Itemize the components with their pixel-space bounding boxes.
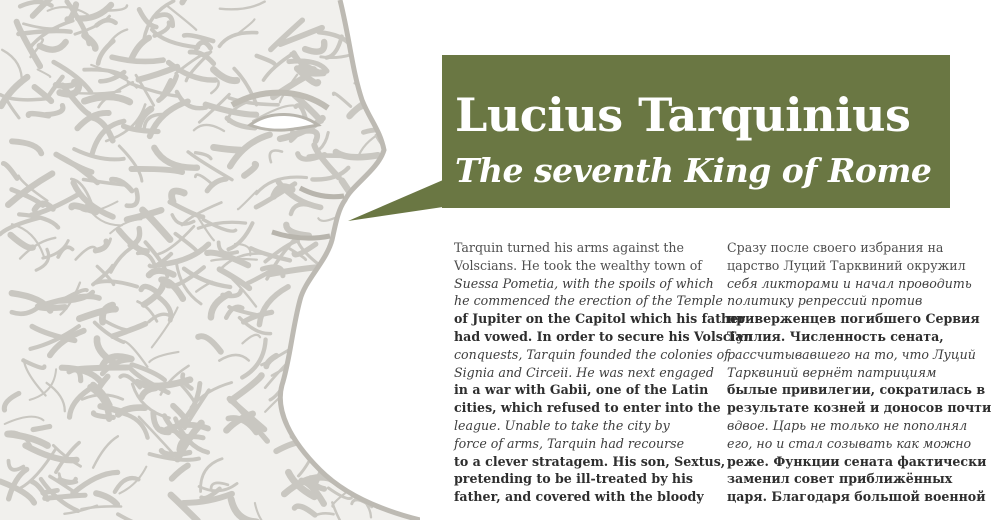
text-line: царство Луций Тарквиний окружил [727,257,966,273]
text-line: результате козней и доносов почти [727,400,992,416]
text-line: былые привилегии, сократилась в [727,382,986,398]
text-line: царя. Благодаря большой военной [727,489,986,505]
page-subtitle: The seventh King of Rome [455,151,932,190]
text-line: cities, which refused to enter into the [454,400,721,416]
text-line: Тарквиний вернёт патрициям [727,364,937,380]
text-line: of Jupiter on the Capitol which his father [454,311,745,327]
russian-text-column [727,239,992,506]
text-line: to a clever stratagem. His son, Sextus, [454,453,726,469]
text-line: Tarquin turned his arms against the [454,240,684,255]
text-line: рассчитывавшего на то, что Луций [727,346,976,362]
engraved-profile-portrait [0,0,420,520]
text-line: he commenced the erection of the Temple [454,293,723,309]
text-line: Suessa Pometia, with the spoils of which [454,275,714,291]
text-line: его, но и стал созывать как можно [727,435,972,451]
text-line: политику репрессий против [727,293,923,309]
text-line: league. Unable to take the city by [454,417,670,433]
text-line: father, and covered with the bloody [454,489,704,505]
text-line: pretending to be ill-treated by his [454,471,693,487]
text-line: заменил совет приближённых [727,471,953,487]
text-line: вдвое. Царь не только не пополнял [727,417,968,433]
text-line: in a war with Gabii, one of the Latin [454,382,709,398]
text-line: себя ликторами и начал проводить [727,275,972,291]
text-line: Volscians. He took the wealthy town of [454,257,702,273]
text-line: Туллия. Численность сената, [727,328,944,344]
text-line: Signia and Circeii. He was next engaged [454,364,714,380]
text-line: реже. Функции сената фактически [727,453,987,469]
page-title: Lucius Tarquinius [455,88,911,142]
text-line: Сразу после своего избрания на [727,240,944,255]
text-line: conquests, Tarquin founded the colonies of [454,346,729,362]
text-line: приверженцев погибшего Сервия [727,311,980,327]
english-text-column [454,239,753,506]
text-line: had vowed. In order to secure his Volscian [454,328,753,344]
text-line: force of arms, Tarquin had recourse [454,435,685,451]
